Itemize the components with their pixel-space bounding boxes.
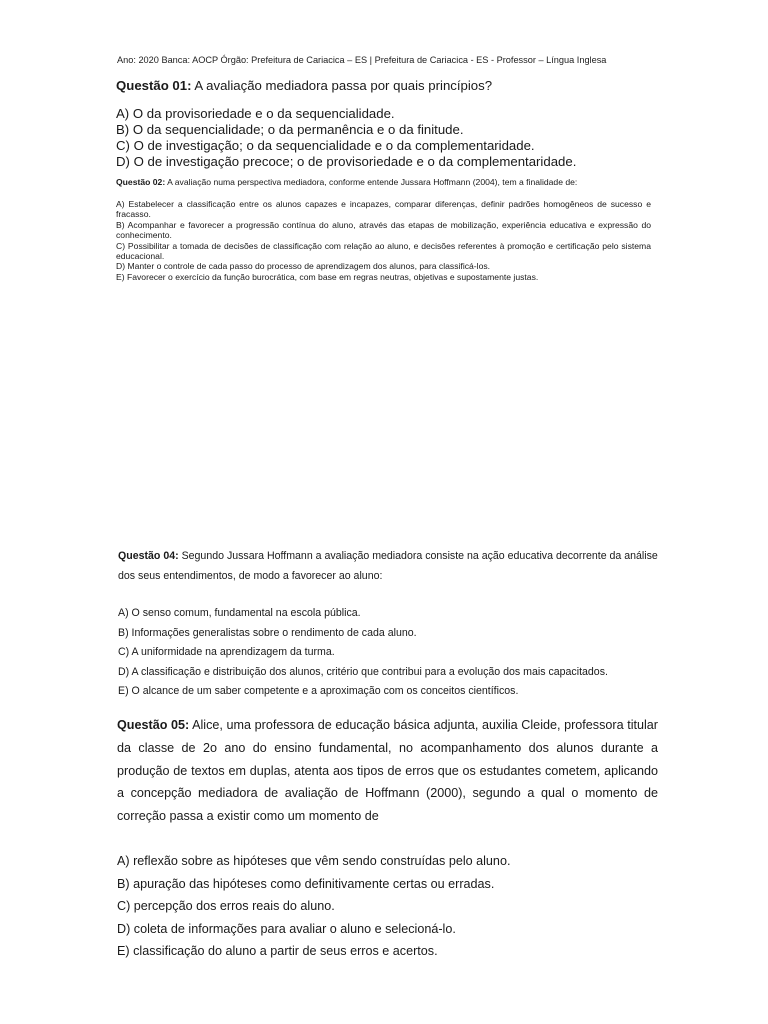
question-02-text: A avaliação numa perspectiva mediadora, conforme entende Jussara Hoffmann (2004), tem a finalidade de: — [165, 177, 578, 187]
question-05-option-b: B) apuração das hipóteses como definitivamente certas ou erradas. — [117, 876, 495, 891]
question-02-option-b: B) Acompanhar e favorecer a progressão contínua do aluno, através das etapas de mobilização, experiência educativa e expressão do conhecimento. — [116, 219, 651, 241]
question-02-statement — [116, 177, 651, 188]
question-04 — [118, 546, 658, 702]
question-05-option-d: D) coleta de informações para avaliar o aluno e selecioná-lo. — [117, 921, 456, 936]
question-01 — [116, 77, 676, 170]
question-01-text: A avaliação mediadora passa por quais princípios? — [191, 78, 493, 93]
question-05 — [117, 714, 658, 963]
question-05-option-c: C) percepção dos erros reais do aluno. — [117, 899, 335, 914]
question-02-label: Questão 02: — [116, 177, 166, 187]
question-01-options — [116, 106, 676, 170]
question-01-option-c: C) O de investigação; o da sequencialidade e o da complementaridade. — [116, 138, 535, 153]
question-02-option-e: E) Favorecer o exercício da função burocrática, com base em regras neutras, objetivas e supostamente justas. — [116, 271, 539, 282]
question-04-option-a: A) O senso comum, fundamental na escola pública. — [118, 607, 361, 619]
question-01-option-a: A) O da provisoriedade e o da sequencialidade. — [116, 106, 395, 121]
question-04-option-d: D) A classificação e distribuição dos alunos, critério que contribui para a evolução dos mais capacitados. — [118, 665, 608, 678]
question-04-options — [118, 604, 658, 702]
question-01-option-d: D) O de investigação precoce; o de provisoriedade e o da complementaridade. — [116, 154, 577, 169]
question-04-label: Questão 04: — [118, 550, 179, 562]
question-02 — [116, 177, 651, 282]
question-02-options — [116, 199, 651, 282]
question-05-option-a: A) reflexão sobre as hipóteses que vêm sendo construídas pelo aluno. — [117, 853, 511, 868]
question-05-options — [117, 850, 658, 963]
question-02-option-a: A) Estabelecer a classificação entre os alunos capazes e incapazes, comparar diferenças, definir padrões homogêneos de sucesso e fracasso. — [116, 199, 651, 220]
question-01-option-b: B) O da sequencialidade; o da permanência e o da finitude. — [116, 122, 464, 137]
question-01-label: Questão 01: — [116, 78, 192, 93]
question-04-statement — [118, 546, 658, 586]
question-02-option-c: C) Possibilitar a tomada de decisões de classificação com relação ao aluno, e decisões referentes à promoção e certificação pelo sistema educacional. — [116, 240, 651, 262]
question-04-option-b: B) Informações generalistas sobre o rendimento de cada aluno. — [118, 626, 417, 639]
question-05-label: Questão 05: — [117, 718, 190, 732]
question-05-statement — [117, 714, 658, 828]
question-01-statement — [116, 77, 676, 94]
exam-header: Ano: 2020 Banca: AOCP Órgão: Prefeitura de Cariacica – ES | Prefeitura de Cariacica - ES - Professor – Língua Inglesa — [117, 55, 607, 65]
question-04-text: Segundo Jussara Hoffmann a avaliação mediadora consiste na ação educativa decorrente da análise dos seus entendimentos, de modo a favorecer ao aluno: — [118, 550, 658, 582]
question-04-option-c: C) A uniformidade na aprendizagem da turma. — [118, 646, 335, 658]
question-05-option-e: E) classificação do aluno a partir de seus erros e acertos. — [117, 944, 438, 959]
question-05-text: Alice, uma professora de educação básica adjunta, auxilia Cleide, professora titular da classe de 2o ano do ensino fundamental, no acompanhamento dos alunos durante a produção de textos em duplas, atenta aos tipos de erros que os estudantes cometem, aplicando a concepção mediadora de avaliação de Hoffmann (2000), segundo a qual o momento de correção passa a existir como um momento de — [117, 718, 658, 824]
question-04-option-e: E) O alcance de um saber competente e a aproximação com os conceitos científicos. — [118, 685, 519, 697]
question-02-option-d: D) Manter o controle de cada passo do processo de aprendizagem dos alunos, para classificá-los. — [116, 261, 491, 272]
